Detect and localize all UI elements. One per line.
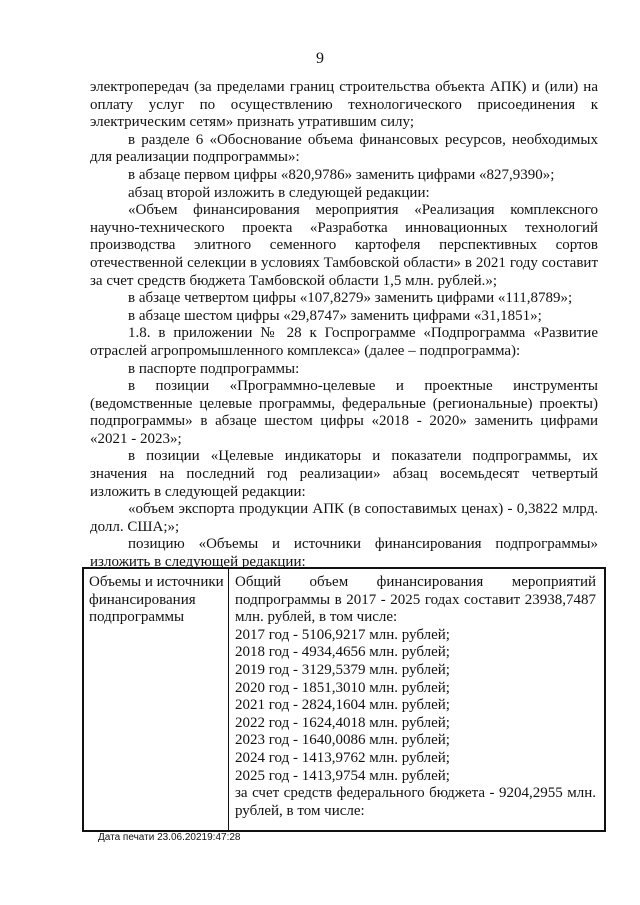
paragraph: в позиции «Целевые индикаторы и показатели подпрограммы, их значения на последний год реализации» абзац восемьдесят четвертый изложить в следующей редакции: bbox=[90, 448, 598, 500]
year-list bbox=[235, 627, 596, 785]
paragraph: в абзаце шестом цифры «29,8747» заменить цифрами «31,1851»; bbox=[128, 307, 542, 324]
table-right-cell bbox=[229, 569, 604, 830]
year-line: 2017 год - 5106,9217 млн. рублей; bbox=[235, 626, 450, 643]
paragraph: абзац второй изложить в следующей редакции: bbox=[128, 184, 430, 201]
year-line: 2023 год - 1640,0086 млн. рублей; bbox=[235, 732, 450, 749]
table-intro-text: Общий объем финансирования мероприятий подпрограммы в 2017 - 2025 годах составит 23938,7487 млн. рублей, в том числе: bbox=[235, 574, 596, 626]
paragraph: в разделе 6 «Обоснование объема финансовых ресурсов, необходимых для реализации подпрограммы»: bbox=[90, 131, 598, 166]
page-number: 9 bbox=[316, 50, 324, 67]
year-line: 2024 год - 1413,9762 млн. рублей; bbox=[235, 749, 450, 766]
paragraph: «объем экспорта продукции АПК (в сопоставимых ценах) - 0,3822 млрд. долл. США;»; bbox=[90, 501, 598, 535]
print-date: Дата печати 23.06.20219:47:28 bbox=[98, 832, 241, 843]
year-line: 2019 год - 3129,5379 млн. рублей; bbox=[235, 661, 450, 678]
paragraph: в абзаце четвертом цифры «107,8279» заменить цифрами «111,8789»; bbox=[128, 290, 573, 307]
document-body bbox=[90, 79, 598, 572]
paragraph: в позиции «Программно-целевые и проектные инструменты (ведомственные целевые программы, федеральные (региональные) проекты) подпрограммы» в абзаце шестом цифры «2018 - 2020» заменить цифрами «2021 - 2023»; bbox=[90, 378, 598, 447]
year-line: 2022 год - 1624,4018 млн. рублей; bbox=[235, 714, 450, 731]
paragraph: в паспорте подпрограммы: bbox=[128, 360, 300, 377]
paragraph: 1.8. в приложении № 28 к Госпрограмме «Подпрограмма «Развитие отраслей агропромышленного комплекса» (далее – подпрограмма): bbox=[90, 325, 598, 359]
year-line: 2025 год - 1413,9754 млн. рублей; bbox=[235, 767, 450, 784]
paragraph: «Объем финансирования мероприятия «Реализация комплексного научно-технического проекта «Разработка инновационных технологий производства элитного семенного картофеля перспективных сортов отечественной селекции в условиях Тамбовской области» в 2021 году составит за счет средств бюджета Тамбовской области 1,5 млн. рублей.»; bbox=[90, 202, 598, 289]
table-left-cell: Объемы и источники финансирования подпрограммы bbox=[84, 569, 229, 830]
paragraph: электропередач (за пределами границ строительства объекта АПК) и (или) на оплату услуг по осуществлению технологического присоединения к электрическим сетям» признать утратившим силу; bbox=[90, 79, 598, 131]
financing-table bbox=[82, 567, 606, 832]
paragraph: позицию «Объемы и источники финансирования подпрограммы» изложить в следующей редакции: bbox=[90, 536, 598, 571]
year-line: 2018 год - 4934,4656 млн. рублей; bbox=[235, 644, 450, 661]
year-line: 2020 год - 1851,3010 млн. рублей; bbox=[235, 679, 450, 696]
year-line: 2021 год - 2824,1604 млн. рублей; bbox=[235, 697, 450, 714]
table-federal-text: за счет средств федерального бюджета - 9204,2955 млн. рублей, в том числе: bbox=[235, 785, 596, 819]
paragraph: в абзаце первом цифры «820,9786» заменить цифрами «827,9390»; bbox=[128, 166, 555, 183]
